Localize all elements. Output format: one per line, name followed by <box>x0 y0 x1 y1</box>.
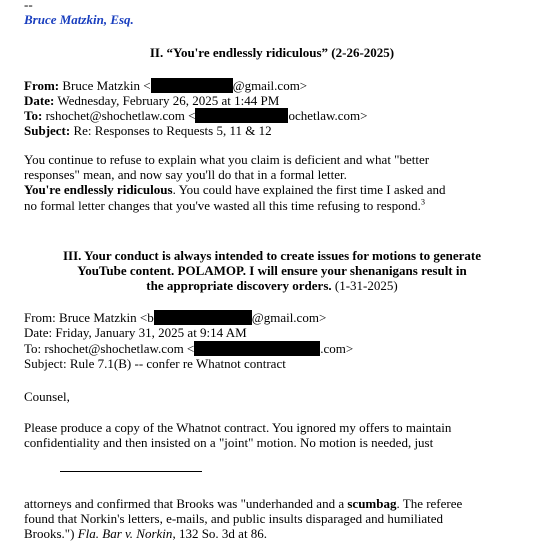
email-2-from: From: Bruce Matzkin <b @gmail.com> <box>24 310 327 325</box>
paragraph-line: Please produce a copy of the Whatnot contract. You ignored my offers to maintain <box>24 420 452 435</box>
section-3-heading-line1: III. Your conduct is always intended to create issues for motions to generate <box>62 248 482 263</box>
paragraph-line: You're endlessly ridiculous. You could have explained the first time I asked and <box>24 182 446 197</box>
footnote-line: attorneys and confirmed that Brooks was "underhanded and a scumbag. The referee <box>24 496 463 511</box>
footnote-separator <box>60 471 202 472</box>
footnote-line: found that Norkin's letters, e-mails, and public insults disparaged and humiliated <box>24 511 443 526</box>
section-3-heading-line3: the appropriate discovery orders. (1-31-2025) <box>146 278 398 293</box>
salutation: Counsel, <box>24 389 70 404</box>
section-2-heading: II. “You're endlessly ridiculous” (2-26-2025) <box>149 45 395 60</box>
email-1-subject: Subject: Re: Responses to Requests 5, 11 & 12 <box>24 123 272 138</box>
footnote-marker: 3 <box>420 197 425 207</box>
redaction <box>154 310 252 325</box>
email-2-date: Date: Friday, January 31, 2025 at 9:14 AM <box>24 325 247 340</box>
email-2-to: To: rshochet@shochetlaw.com < .com> <box>24 341 354 356</box>
email-1-from: From: Bruce Matzkin < @gmail.com> <box>24 78 308 93</box>
paragraph-line: no formal letter changes that you've wasted all this time refusing to respond.$^3$ <box>24 197 425 213</box>
redaction <box>151 78 233 93</box>
signature-dashes: -- <box>24 0 33 12</box>
email-1-date: Date: Wednesday, February 26, 2025 at 1:44 PM <box>24 93 280 108</box>
redaction <box>195 108 288 123</box>
redaction <box>194 341 320 356</box>
section-3-heading-line2: YouTube content. POLAMOP. I will ensure your shenanigans result in <box>77 263 467 278</box>
paragraph-line: confidentiality and then insisted on a "joint" motion. No motion is needed, just <box>24 435 434 450</box>
footnote-line: Brooks.") Fla. Bar v. Norkin, 132 So. 3d at 86. <box>24 526 268 541</box>
email-2-subject: Subject: Rule 7.1(B) -- confer re Whatnot contract <box>24 356 286 371</box>
email-1-to: To: rshochet@shochetlaw.com < ochetlaw.com> <box>24 108 368 123</box>
paragraph-line: responses" mean, and now say you'll do that in a formal letter. <box>24 167 347 182</box>
paragraph-line: You continue to refuse to explain what you claim is deficient and what "better <box>24 152 430 167</box>
signature-name: Bruce Matzkin, Esq. <box>24 12 134 27</box>
